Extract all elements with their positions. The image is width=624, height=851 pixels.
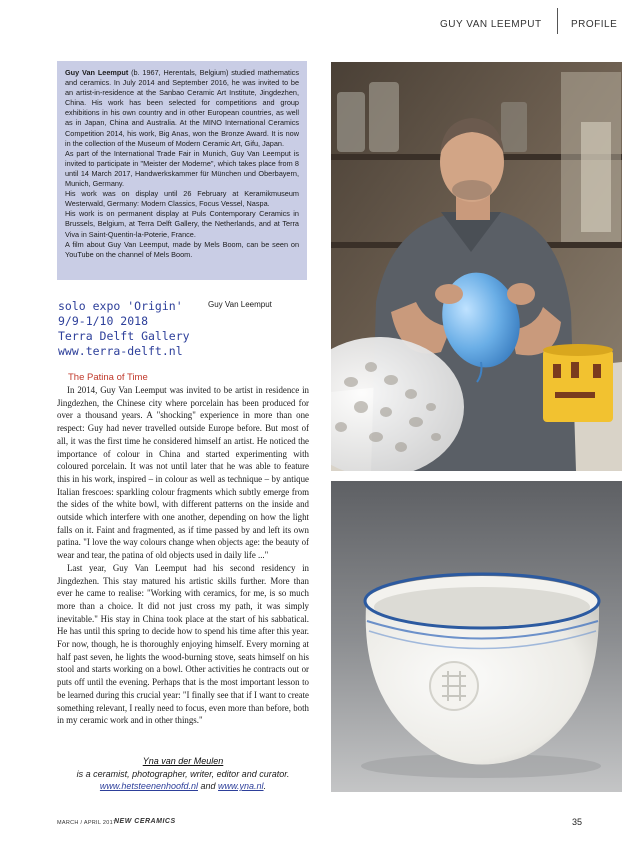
bowl-photo (331, 481, 622, 792)
author-link-1[interactable]: www.hetsteenenhoofd.nl (99, 781, 198, 791)
bio-paragraph-2: As part of the International Trade Fair in Munich, Guy Van Leemput is invited to participate in "Meister der Moderne", which takes place from 8 until 14 March 2017, Handwerkskammer für München und Oberbayern, Munich, Germany. (65, 148, 299, 189)
author-link-joiner: and (198, 781, 219, 791)
header-divider (557, 8, 558, 34)
running-header-section: PROFILE (571, 19, 618, 30)
expo-line-website[interactable]: www.terra-delft.nl (58, 344, 183, 358)
artist-photo (331, 62, 622, 471)
footer-issue: MARCH / APRIL 2017 (57, 820, 117, 826)
article-title: The Patina of Time (68, 372, 148, 383)
author-link-period: . (263, 781, 267, 791)
footer-magazine-logo: NEW CERAMICS (114, 818, 176, 825)
page-number: 35 (572, 817, 583, 827)
artist-photo-illustration (331, 62, 622, 471)
author-link-2[interactable]: www.yna.nl (218, 781, 264, 791)
running-header-name: GUY VAN LEEMPUT (440, 19, 542, 30)
expo-line-title: solo expo 'Origin' (58, 299, 183, 313)
author-block (57, 755, 309, 793)
bio-paragraph-4: His work is on permanent display at Puls Contemporary Ceramics in Brussels, Belgium, at Terra Delft Gallery, the Netherlands, and at Terra Viva in Saint-Quentin-la-Poterie, France. (65, 209, 299, 239)
bowl-photo-illustration (331, 481, 622, 792)
bio-name: Guy Van Leemput (65, 68, 129, 77)
article-paragraph-1: In 2014, Guy Van Leemput was invited to be artist in residence in Jingdezhen, the Chinese city where porcelain has been produced for over a thousand years. A "shocking" experience in more than one respect: Guy had never travelled outside Europe before. But most of all, it was the first time he considered himself an artist. He noticed the importance of colour in China and started experimenting with coloured porcelain. It was not until later that he was able to feature this in his work, inspired – in colour as well as technique – by antique Italian frescoes: sparkling colour fragments which subtly emerge from the sides of the white bowl, with different patterns on the inside and outside which interfere with one another, depending on how the light falls on it. Faint and fragmented, as if time passed by and left its own patina. "I love the way colours change when objects age: the beauty of wear and tear, the patina of old objects used in daily life ..." (57, 385, 309, 561)
author-description: is a ceramist, photographer, writer, editor and curator. (76, 768, 290, 779)
expo-line-gallery: Terra Delft Gallery (58, 329, 190, 343)
bio-paragraph-5: A film about Guy Van Leemput, made by Mels Boom, can be seen on YouTube on the channel of Mels Boom. (65, 239, 299, 259)
expo-info (58, 299, 190, 359)
bio-text: (b. 1967, Herentals, Belgium) studied mathematics and ceramics. In July 2014 and September 2016, he was invited to be an artist-in-residence at the Sanbao Ceramic Art Institute, Jingdezhen, China. His work has been selected for competitions and group exhibitions in his own country and in other European countries, as well as in Japan, China and Australia. At the MINO International Ceramics Competition 2014, his work, Big Anas, won the Bronze Award. It is now in the collection of the Museum of Modern Ceramic Art, Gifu, Japan. (65, 68, 299, 148)
photo-caption: Guy Van Leemput (208, 300, 272, 309)
bio-box (57, 61, 307, 280)
bio-paragraph (65, 68, 299, 149)
article-body (57, 384, 309, 727)
author-name: Yna van der Meulen (142, 756, 224, 766)
author-links (57, 780, 309, 793)
article-paragraph-2: Last year, Guy Van Leemput had his second residency in Jingdezhen. This stay matured his artistic skills further. More than ever he came to realise: "Working with ceramics, for me, is so much more than a choice. It did not just cross my path, it was simply inevitable." His stay in China took place at the start of his sabbatical. He has until this spring to decide how to spend his time after this year. For now, though, he is thoroughly enjoying himself. Every morning at half past seven, he lights the wood-burning stove, seats himself on his stool and starts working on a bowl. Other activities he contracts out or puts off until the evening. Perhaps that is the most important lesson to be learned during this crucial year: "I finally see that if I want to create something relevant, I really need to focus, even more than before, both in my ceramic work and in other things." (57, 562, 309, 726)
expo-line-dates: 9/9-1/10 2018 (58, 314, 149, 328)
bio-paragraph-3: His work was on display until 26 February at Keramikmuseum Westerwald, Germany: Modern Classics, Focus Vessel, Naspa. (65, 189, 299, 209)
